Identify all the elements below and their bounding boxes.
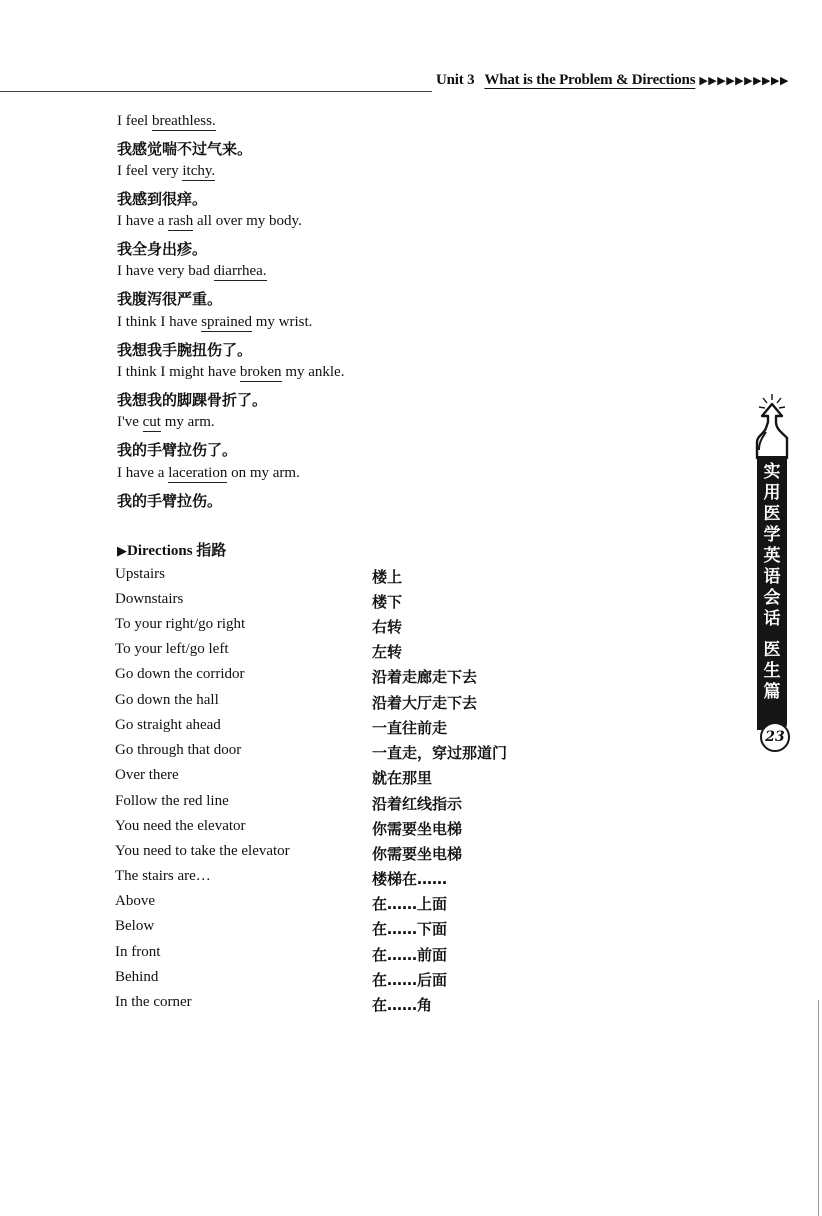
direction-zh: 楼上: [372, 568, 403, 586]
section-title-zh: 指路: [196, 541, 227, 559]
direction-zh: 你需要坐电梯: [372, 820, 463, 838]
sentence-en: I think I might have broken my ankle.: [117, 364, 345, 380]
direction-zh: 在……后面: [372, 971, 448, 989]
unit-label: Unit 3: [436, 72, 475, 88]
torch-icon: [754, 392, 790, 462]
direction-en: To your left/go left: [115, 641, 229, 657]
key-word: breathless.: [151, 113, 216, 129]
direction-en: Go straight ahead: [115, 717, 221, 733]
direction-en: You need to take the elevator: [115, 843, 290, 859]
sentence-en: I feel very itchy.: [117, 163, 216, 179]
direction-en: Above: [115, 893, 155, 909]
direction-zh: 沿着走廊走下去: [372, 668, 478, 686]
running-header: [0, 72, 822, 94]
side-tab-bar: [757, 456, 787, 730]
direction-en: You need the elevator: [115, 818, 246, 834]
direction-en: In front: [115, 944, 161, 960]
direction-en: Follow the red line: [115, 793, 229, 809]
direction-zh: 楼梯在……: [372, 870, 448, 888]
direction-zh: 一直往前走: [372, 719, 448, 737]
sentence-zh: 我想我的脚踝骨折了。: [117, 391, 268, 409]
key-word: itchy.: [182, 163, 216, 179]
direction-en: To your right/go right: [115, 616, 246, 632]
sentence-en: I have a rash all over my body.: [117, 213, 302, 229]
sentence-en: I've cut my arm.: [117, 414, 215, 430]
key-word: diarrhea.: [213, 263, 267, 279]
sentence-en: I have a laceration on my arm.: [117, 465, 300, 481]
key-word: laceration: [168, 465, 228, 481]
section-heading: [117, 539, 226, 560]
key-word: rash: [168, 213, 194, 229]
sentence-en: I think I have sprained my wrist.: [117, 314, 313, 330]
sentence-zh: 我感到很痒。: [117, 190, 208, 208]
direction-zh: 在……角: [372, 996, 433, 1014]
header-rule: [0, 91, 432, 92]
sentence-zh: 我感觉喘不过气来。: [117, 140, 253, 158]
scan-edge-line: [818, 1000, 819, 1216]
sentence-zh: 我的手臂拉伤。: [117, 492, 223, 510]
direction-zh: 右转: [372, 618, 403, 636]
direction-en: The stairs are…: [115, 868, 211, 884]
arrows-decoration: ▶▶▶▶▶▶▶▶▶▶: [699, 75, 789, 87]
direction-zh: 沿着大厅走下去: [372, 694, 478, 712]
sentence-zh: 我的手臂拉伤了。: [117, 441, 238, 459]
direction-zh: 一直走，穿过那道门: [372, 744, 508, 762]
triangle-icon: ▶: [117, 543, 127, 558]
direction-en: In the corner: [115, 994, 192, 1010]
direction-zh: 在……上面: [372, 895, 448, 913]
direction-zh: 在……下面: [372, 920, 448, 938]
page-number: 23: [760, 722, 790, 752]
key-word: cut: [142, 414, 161, 430]
direction-zh: 左转: [372, 643, 403, 661]
direction-en: Go down the hall: [115, 692, 219, 708]
sentence-en: I have very bad diarrhea.: [117, 263, 267, 279]
sentence-zh: 我想我手腕扭伤了。: [117, 341, 253, 359]
chapter-title: What is the Problem & Directions: [484, 72, 696, 88]
direction-en: Behind: [115, 969, 159, 985]
direction-en: Over there: [115, 767, 179, 783]
direction-zh: 沿着红线指示: [372, 795, 463, 813]
sentence-zh: 我腹泻很严重。: [117, 290, 223, 308]
section-title-en: Directions: [127, 543, 193, 559]
direction-en: Go through that door: [115, 742, 242, 758]
direction-zh: 就在那里: [372, 769, 433, 787]
sentence-zh: 我全身出疹。: [117, 240, 208, 258]
sentence-en: I feel breathless.: [117, 113, 216, 129]
key-word: sprained: [201, 314, 252, 330]
direction-zh: 你需要坐电梯: [372, 845, 463, 863]
side-tab: [754, 392, 790, 752]
direction-en: Below: [115, 918, 155, 934]
direction-en: Downstairs: [115, 591, 184, 607]
header-title: [436, 72, 789, 89]
volume-label: 医: [763, 640, 781, 660]
direction-en: Upstairs: [115, 566, 165, 582]
direction-zh: 在……前面: [372, 946, 448, 964]
direction-zh: 楼下: [372, 593, 403, 611]
key-word: broken: [239, 364, 282, 380]
book-title: 实 用 医 学 英 语 会 话 医 生 篇: [757, 462, 787, 703]
direction-en: Go down the corridor: [115, 666, 245, 682]
